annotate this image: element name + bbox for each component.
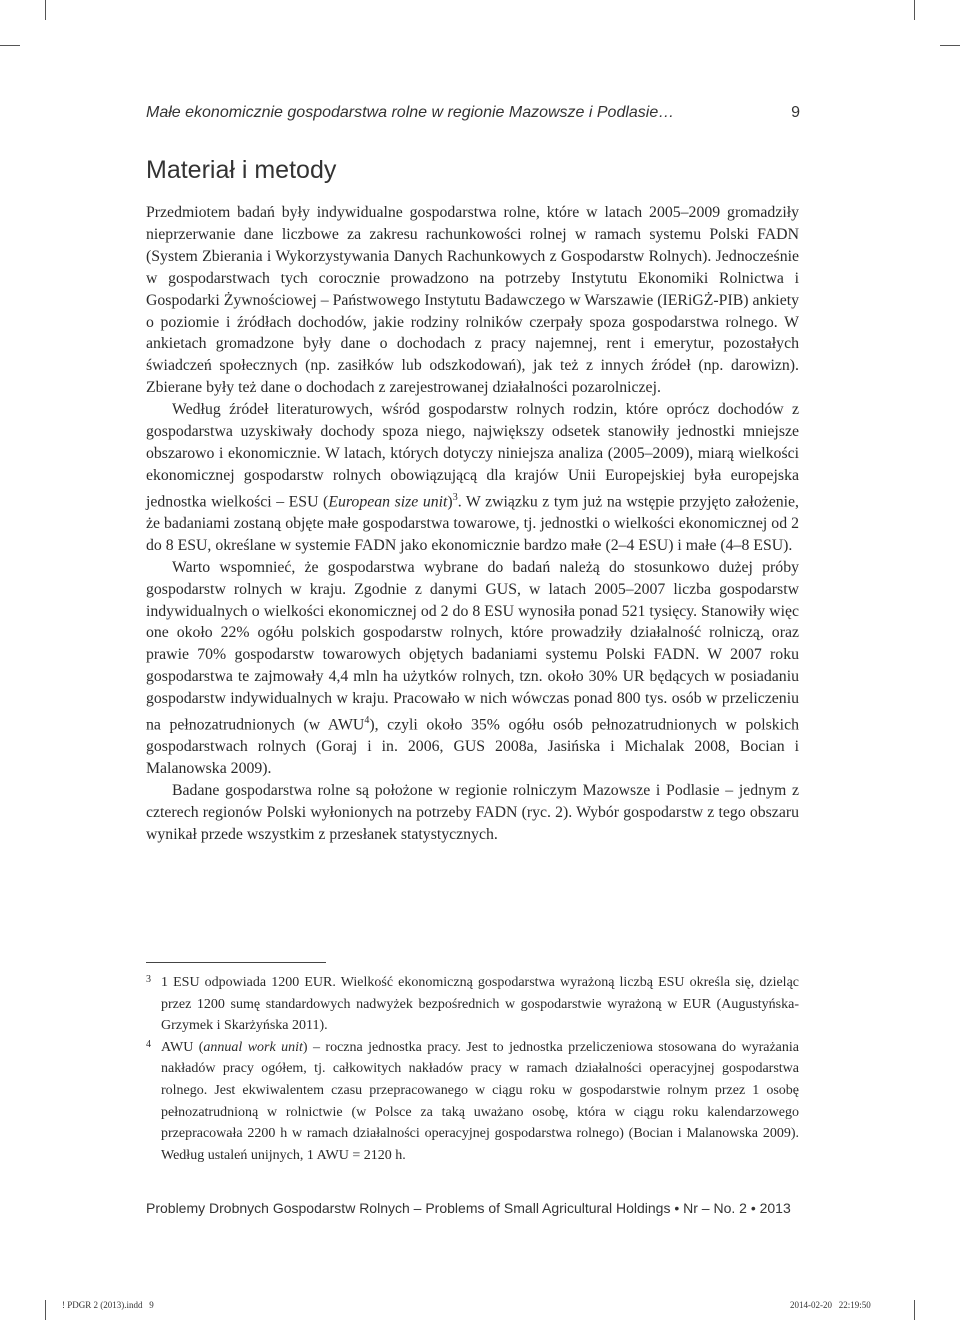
crop-mark-bottom-left-vertical	[45, 1300, 46, 1320]
paragraph-2-text-b: )	[447, 493, 453, 511]
paragraph-1: Przedmiotem badań były indywidualne gospodarstwa rolne, które w latach 2005–2009 gromadziły nieprzerwanie dane liczbowe za zakresu rachunkowości rolnej w ramach systemu Polski FADN (System Zbierania i Wykorzystywania Danych Rachunkowych z Gospodarstw Rolnych). Jednocześnie w gospodarstwach tych corocznie prowadzono na potrzeby Instytutu Ekonomiki Rolnictwa i Gospodarki Żywnościowej – Państwowego Instytutu Badawczego w Warszawie (IERiGŻ-PIB) ankiety o poziomie i źródłach dochodów, jakie rodziny rolników czerpały spoza gospodarstwa rolnego. W ankietach gromadzone były dane o dochodach z pracy najemnej, rent i emerytur, pozostałych świadczeń społecznych (np. zasiłków lub odszkodowań), jak też z innych źródeł (np. darowizn). Zbierane były też dane o dochodach z zarejestrowanej działalności pozarolniczej.	[146, 204, 799, 397]
footnote-3	[146, 972, 799, 1037]
footnote-ref-3: 3	[452, 491, 458, 503]
paragraph-4: Badane gospodarstwa rolne są położone w regionie rolniczym Mazowsze i Podlasie – jednym z czterech regionów Polski wyłonionych na potrzeby FADN (ryc. 2). Wybór gospodarstw z tego obszaru wynikał przede wszystkim z przesłanek statystycznych.	[146, 782, 799, 843]
footnote-4-italic: annual work unit	[203, 1039, 303, 1055]
print-slug-timestamp: 2014-02-20 22:19:50	[790, 1300, 871, 1310]
crop-mark-top-left-vertical	[45, 0, 46, 20]
paragraph-3-text-b: ), czyli około 35% ogółu osób pełnozatrudnionych w polskich gospodarstwach rolnych (Goraj i in. 2006, GUS 2008a, Jasińska i Michalak 2008, Bocian i Malanowska 2009).	[146, 716, 799, 778]
paragraph-2-italic: European size unit	[328, 493, 448, 511]
footnote-4	[146, 1037, 799, 1167]
paragraph-3	[146, 557, 799, 780]
section-title: Materiał i metody	[146, 156, 337, 184]
running-head-title: Małe ekonomicznie gospodarstwa rolne w regionie Mazowsze i Podlasie…	[146, 104, 675, 121]
crop-mark-top-right-vertical	[914, 0, 915, 20]
footnote-4-prefix: AWU (	[161, 1039, 204, 1055]
footnote-4-text: ) – roczna jednostka pracy. Jest to jednostka przeliczeniowa stosowana do wyrażania nakładów pracy ogółem, tj. całkowitych nakładów pracy w ramach działalności operacyjnej gospodarstwa rolnego. Jest ekwiwalentem czasu przepracowanego w ciągu roku w gospodarstwie rolnym przez 1 osobę pełnozatrudnioną w rolnictwie (w Polsce za taką uważano osobę, która w ciągu roku kalendarzowego przepracowała 2200 h w ramach działalności operacyjnej gospodarstwa rolnego) (Bocian i Malanowska 2009). Według ustaleń unijnych, 1 AWU = 2120 h.	[161, 1039, 799, 1163]
crop-mark-top-left-horizontal	[0, 45, 20, 46]
page-number: 9	[791, 104, 800, 121]
journal-footer: Problemy Drobnych Gospodarstw Rolnych – Problems of Small Agricultural Holdings • Nr – No. 2 • 2013	[146, 1200, 791, 1216]
crop-mark-bottom-right-vertical	[914, 1300, 915, 1320]
footnotes	[146, 972, 799, 1166]
paragraph-2-text-c: . W związku z tym już na wstępie przyjęto założenie, że badaniami zostaną objęte małe gospodarstwa towarowe, tj. jednostki o wielkości ekonomicznej od 2 do 8 ESU, określane w systemie FADN jako ekonomicznie bardzo małe (2–4 ESU) i małe (4–8 ESU).	[146, 493, 799, 554]
paragraph-2	[146, 399, 799, 557]
footnote-ref-4: 4	[364, 715, 370, 727]
footnote-rule	[146, 962, 326, 963]
footnote-4-mark: 4	[146, 1038, 151, 1050]
paragraph-3-text-a: Warto wspomnieć, że gospodarstwa wybrane do badań należą do stosunkowo dużej próby gospodarstw rolnych w kraju. Zgodnie z danymi GUS, w latach 2005–2007 liczba gospodarstw indywidualnych o wielkości ekonomicznej od 2 do 8 ESU wynosiła ponad 521 tysięcy. Stanowiły więc one około 22% ogółu polskich gospodarstw rolnych, które prowadziły działalność rolniczą, oraz prawie 70% gospodarstw towarowych objętych badaniami systemu Polski FADN. W 2007 roku gospodarstwa te zajmowały 4,4 mln ha użytków rolnych, tzn. około 30% UR będących w posiadaniu gospodarstw indywidualnych w kraju. Pracowało w nich wówczas ponad 800 tys. osób w przeliczeniu na pełnozatrudnionych (w AWU	[146, 558, 799, 734]
paragraph-2-text-a: Według źródeł literaturowych, wśród gospodarstw rolnych rodzin, które oprócz dochodów z gospodarstwa uzyskiwały dochody spoza niego, największy odsetek stanowiły jednostki mniejsze obszarowo i ekonomicznie. W latach, których dotyczy niniejsza analiza (2005–2009), miarą wielkości ekonomicznej gospodarstw rolnych obowiązującą dla krajów Unii Europejskiej była europejska jednostka wielkości – ESU (	[146, 401, 799, 511]
body-text	[146, 202, 799, 846]
crop-mark-top-right-horizontal	[940, 45, 960, 46]
print-slug-file: ! PDGR 2 (2013).indd 9	[62, 1300, 154, 1310]
footnote-3-text: 1 ESU odpowiada 1200 EUR. Wielkość ekonomiczną gospodarstwa wyrażoną liczbą ESU określa się, dzieląc przez 1200 sumę standardowych nadwyżek bezpośrednich w gospodarstwie wyrażoną w EUR (Augustyńska-Grzymek i Skarżyńska 2011).	[161, 975, 799, 1034]
footnote-3-mark: 3	[146, 974, 151, 985]
